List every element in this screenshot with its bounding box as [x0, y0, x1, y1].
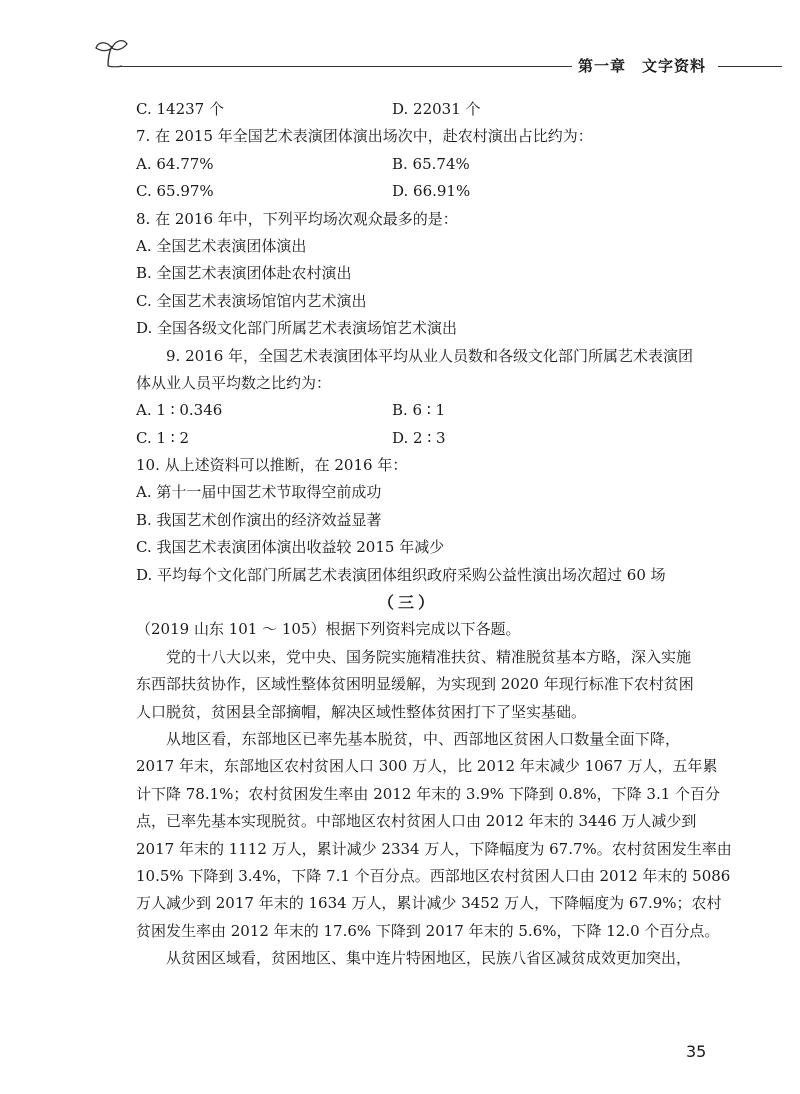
paragraph-line: 党的十八大以来，党中央、国务院实施精准扶贫、精准脱贫基本方略，深入实施 [166, 647, 692, 666]
q10-stem: 10. 从上述资料可以推断，在 2016 年： [136, 456, 408, 475]
q7-stem: 7. 在 2015 年全国艺术表演团体演出场次中，赴农村演出占比约为： [136, 127, 593, 146]
paragraph-line: 计下降 78.1%；农村贫困发生率由 2012 年末的 3.9% 下降到 0.8%，下降 3.1 个百分 [136, 784, 721, 803]
q10-option-b: B. 我国艺术创作演出的经济效益显著 [136, 510, 382, 529]
section-intro: （2019 山东 101 ～ 105）根据下列资料完成以下各题。 [136, 620, 521, 639]
header-rule-right [718, 66, 782, 67]
q7-option-c: C. 65.97% [136, 182, 214, 201]
paragraph-line: 从贫困区域看，贫困地区、集中连片特困地区，民族八省区减贫成效更加突出， [166, 949, 692, 968]
paragraph-line: 2017 年末的 1112 万人，累计减少 2334 万人，下降幅度为 67.7%。农村贫困发生率由 [136, 839, 732, 858]
paragraph-1 [136, 644, 694, 726]
page-content [136, 96, 732, 973]
q9-stem-line1: 9. 2016 年，全国艺术表演团体平均从业人员数和各级文化部门所属艺术表演团 [166, 346, 694, 365]
q7-option-b: B. 65.74% [392, 154, 470, 173]
q9-options-cd [136, 425, 680, 452]
q10-option-a: A. 第十一届中国艺术节取得空前成功 [136, 483, 382, 502]
paragraph-line: 万人减少到 2017 年末的 1634 万人，累计减少 3452 万人，下降幅度为 67.9%；农村 [136, 894, 722, 913]
paragraph-line: 从地区看，东部地区已率先基本脱贫，中、西部地区贫困人口数量全面下降， [166, 729, 680, 748]
q9-option-b: B. 6 ∶ 1 [392, 401, 446, 420]
q6-options-cd [136, 96, 680, 123]
paragraph-line: 东西部扶贫协作，区域性整体贫困明显缓解，为实现到 2020 年现行标准下农村贫困 [136, 675, 694, 694]
page-number: 35 [686, 1042, 707, 1061]
q7-options-ab [136, 151, 680, 178]
q9-option-a: A. 1 ∶ 0.346 [136, 401, 223, 420]
q9-stem-line2: 体从业人员平均数之比约为： [136, 373, 332, 392]
q8-option-d: D. 全国各级文化部门所属艺术表演场馆艺术演出 [136, 319, 458, 338]
q10-option-d: D. 平均每个文化部门所属艺术表演团体组织政府采购公益性演出场次超过 60 场 [136, 565, 666, 584]
q8-option-a: A. 全国艺术表演团体演出 [136, 236, 307, 255]
paragraph-line: 10.5% 下降到 3.4%，下降 7.1 个百分点。西部地区农村贫困人口由 2012 年末的 5086 [136, 866, 731, 885]
paragraph-line: 2017 年末，东部地区农村贫困人口 300 万人，比 2012 年末减少 1067 万人，五年累 [136, 757, 718, 776]
q6-option-c: C. 14237 个 [136, 100, 224, 118]
paragraph-2 [136, 726, 732, 945]
q6-option-d: D. 22031 个 [392, 100, 481, 118]
q8-stem: 8. 在 2016 年中，下列平均场次观众最多的是： [136, 209, 458, 228]
section-title: （三） [377, 593, 438, 613]
paragraph-line: 点，已率先基本实现脱贫。中部地区农村贫困人口由 2012 年末的 3446 万人减少到 [136, 812, 697, 831]
q9-options-ab [136, 397, 680, 424]
q9-option-d: D. 2 ∶ 3 [392, 428, 446, 447]
q7-option-a: A. 64.77% [136, 154, 214, 173]
paragraph-line: 人口脱贫，贫困县全部摘帽，解决区域性整体贫困打下了坚实基础。 [136, 702, 587, 721]
q9-option-c: C. 1 ∶ 2 [136, 428, 190, 447]
q7-options-cd [136, 178, 680, 205]
running-header [92, 36, 782, 76]
q7-option-d: D. 66.91% [392, 182, 471, 201]
paragraph-line: 贫困发生率由 2012 年末的 17.6% 下降到 2017 年末的 5.6%，下降 12.0 个百分点。 [136, 921, 720, 940]
chapter-title: 第一章 文字资料 [578, 57, 707, 75]
q10-option-c: C. 我国艺术表演团体演出收益较 2015 年减少 [136, 538, 445, 557]
q8-option-b: B. 全国艺术表演团体赴农村演出 [136, 264, 352, 283]
paragraph-3 [136, 945, 692, 972]
header-rule-left [120, 66, 572, 67]
q8-option-c: C. 全国艺术表演场馆馆内艺术演出 [136, 291, 367, 310]
